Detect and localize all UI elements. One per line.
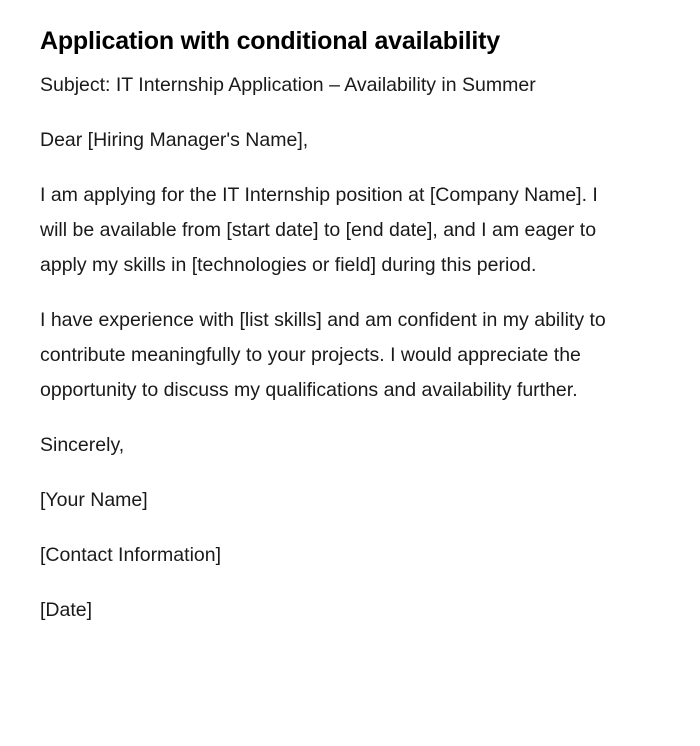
date: [Date] <box>40 599 93 621</box>
subject-line: Subject: IT Internship Application – Availability in Summer <box>40 74 536 96</box>
signature-name: [Your Name] <box>40 489 148 511</box>
document-title: Application with conditional availability <box>40 27 500 55</box>
body-paragraph-1: I am applying for the IT Internship position at [Company Name]. I will be available from [start date] to [end date], and I am eager to apply my skills in [technologies or field] during this period. <box>40 184 598 276</box>
body-paragraph-2: I have experience with [list skills] and am confident in my ability to contribute meaningfully to your projects. I would appreciate the opportunity to discuss my qualifications and availability further. <box>40 309 606 401</box>
greeting: Dear [Hiring Manager's Name], <box>40 129 309 151</box>
closing: Sincerely, <box>40 434 125 456</box>
contact-information: [Contact Information] <box>40 544 222 566</box>
